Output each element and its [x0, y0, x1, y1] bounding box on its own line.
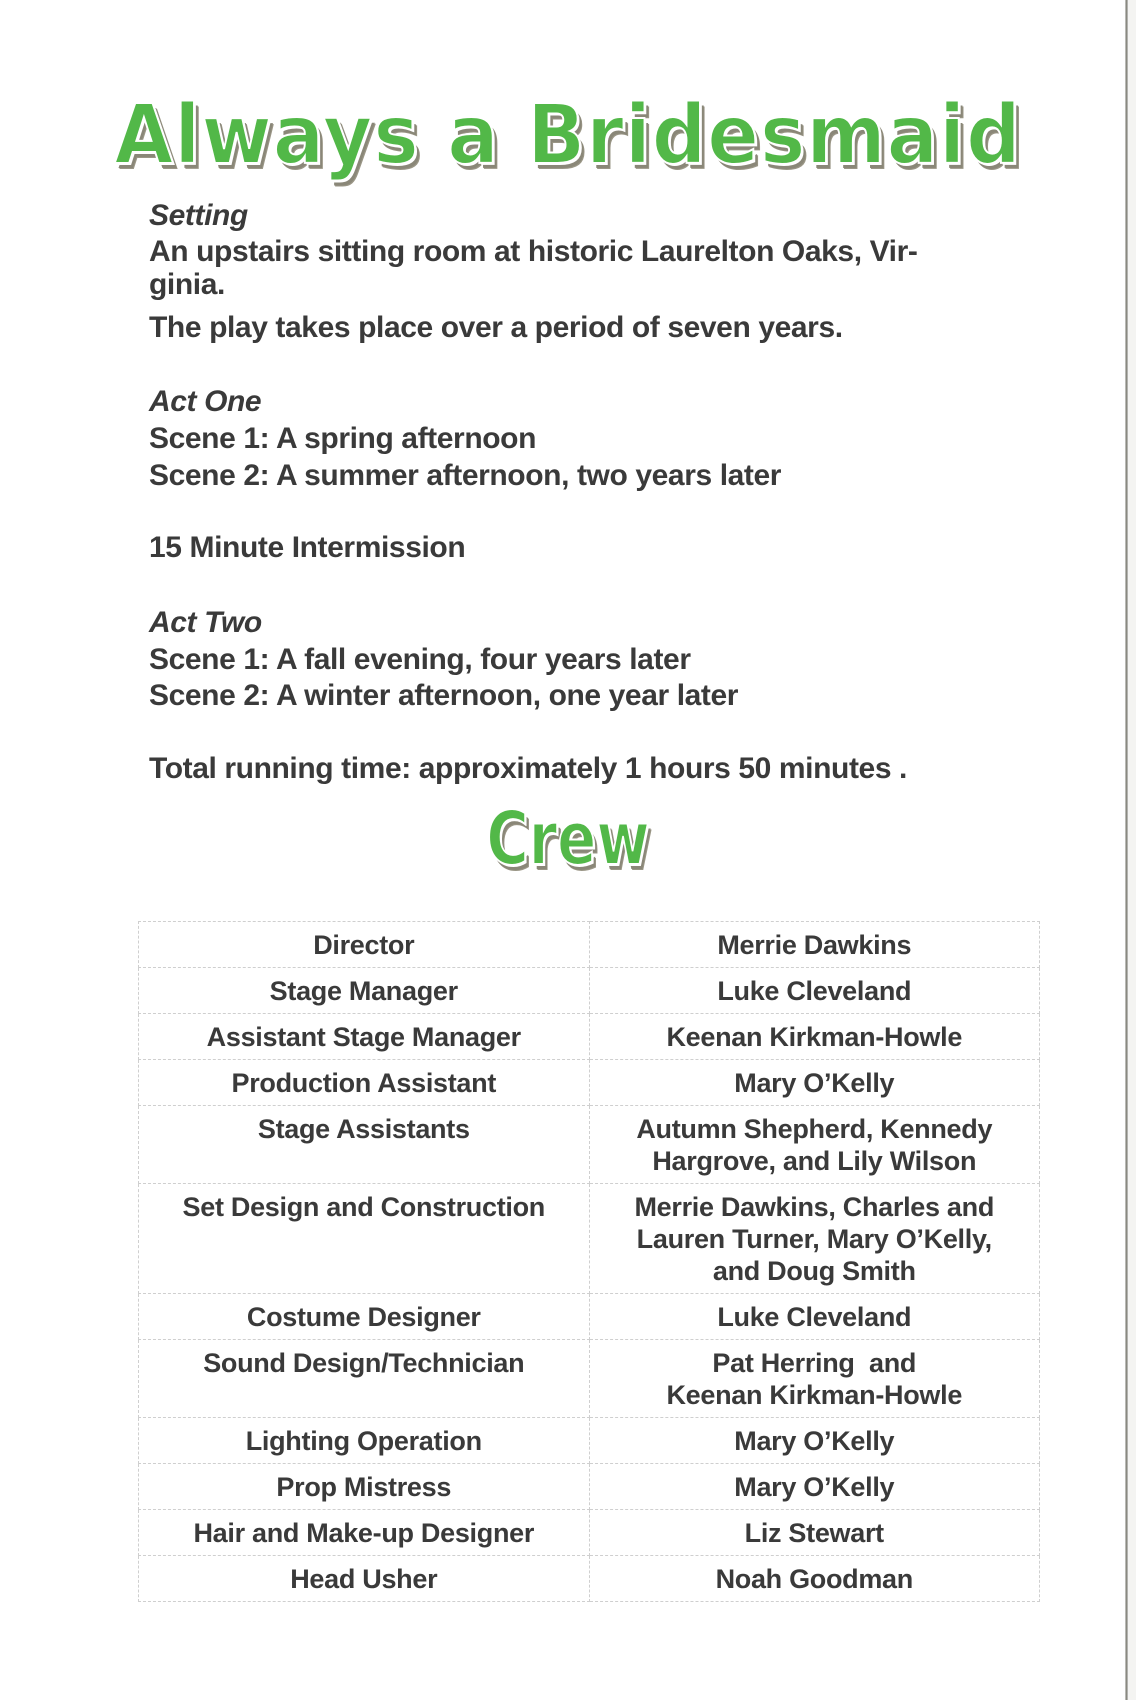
table-row: [139, 1184, 1040, 1294]
act-one-scene-1: Scene 1: A spring afternoon: [149, 422, 537, 455]
table-row: [139, 1106, 1040, 1184]
crew-name: Luke Cleveland: [589, 968, 1039, 1014]
crew-name: [589, 1340, 1039, 1418]
crew-role: Stage Manager: [139, 968, 590, 1014]
crew-role: Production Assistant: [139, 1060, 590, 1106]
table-row: [139, 1340, 1040, 1418]
act-two-heading: Act Two: [149, 606, 262, 639]
crew-role: Hair and Make-up Designer: [139, 1510, 590, 1556]
crew-name: Luke Cleveland: [589, 1294, 1039, 1340]
page-fold-edge: [1125, 0, 1128, 1700]
crew-name: Liz Stewart: [589, 1510, 1039, 1556]
crew-name-line: Hargrove, and Lily Wilson: [652, 1146, 977, 1176]
table-row: [139, 1510, 1040, 1556]
crew-name-line: Keenan Kirkman-Howle: [666, 1380, 963, 1410]
intermission: 15 Minute Intermission: [149, 531, 466, 564]
table-row: [139, 1294, 1040, 1340]
crew-role: Costume Designer: [139, 1294, 590, 1340]
crew-role: Stage Assistants: [139, 1106, 590, 1184]
crew-name-line: Lauren Turner, Mary O’Kelly,: [636, 1224, 992, 1254]
crew-name: Noah Goodman: [589, 1556, 1039, 1602]
table-row: [139, 1556, 1040, 1602]
crew-table: [138, 921, 1040, 1602]
crew-name: Keenan Kirkman-Howle: [589, 1014, 1039, 1060]
page-margin: [1128, 0, 1136, 1700]
crew-heading: Crew: [486, 796, 650, 882]
table-row: [139, 1418, 1040, 1464]
setting-heading: Setting: [149, 199, 248, 232]
table-row: [139, 922, 1040, 968]
crew-role: Director: [139, 922, 590, 968]
act-one-scene-2: Scene 2: A summer afternoon, two years later: [149, 459, 782, 492]
setting-line-3: The play takes place over a period of seven years.: [149, 311, 843, 344]
crew-role: Lighting Operation: [139, 1418, 590, 1464]
crew-name: [589, 1106, 1039, 1184]
crew-role: Prop Mistress: [139, 1464, 590, 1510]
crew-name: Mary O’Kelly: [589, 1464, 1039, 1510]
crew-name-line: Pat Herring and: [712, 1348, 917, 1378]
crew-role: Sound Design/Technician: [139, 1340, 590, 1418]
crew-role: Assistant Stage Manager: [139, 1014, 590, 1060]
setting-line-1: An upstairs sitting room at historic Laurelton Oaks, Vir-: [149, 235, 918, 268]
act-two-scene-2: Scene 2: A winter afternoon, one year later: [149, 679, 739, 712]
act-one-heading: Act One: [149, 385, 262, 418]
crew-name-line: Autumn Shepherd, Kennedy: [636, 1114, 993, 1144]
crew-name-line: and Doug Smith: [712, 1256, 916, 1286]
crew-name-line: Merrie Dawkins, Charles and: [634, 1192, 995, 1222]
crew-name: Mary O’Kelly: [589, 1418, 1039, 1464]
crew-name: [589, 1184, 1039, 1294]
crew-name: Merrie Dawkins: [589, 922, 1039, 968]
table-row: [139, 1060, 1040, 1106]
act-two-scene-1: Scene 1: A fall evening, four years later: [149, 643, 691, 676]
table-row: [139, 1464, 1040, 1510]
play-title: Always a Bridesmaid: [114, 88, 1022, 183]
crew-name: Mary O’Kelly: [589, 1060, 1039, 1106]
crew-role: Set Design and Construction: [139, 1184, 590, 1294]
crew-role: Head Usher: [139, 1556, 590, 1602]
table-row: [139, 1014, 1040, 1060]
table-row: [139, 968, 1040, 1014]
running-time: Total running time: approximately 1 hours 50 minutes .: [149, 752, 907, 785]
setting-line-2: ginia.: [149, 268, 225, 301]
